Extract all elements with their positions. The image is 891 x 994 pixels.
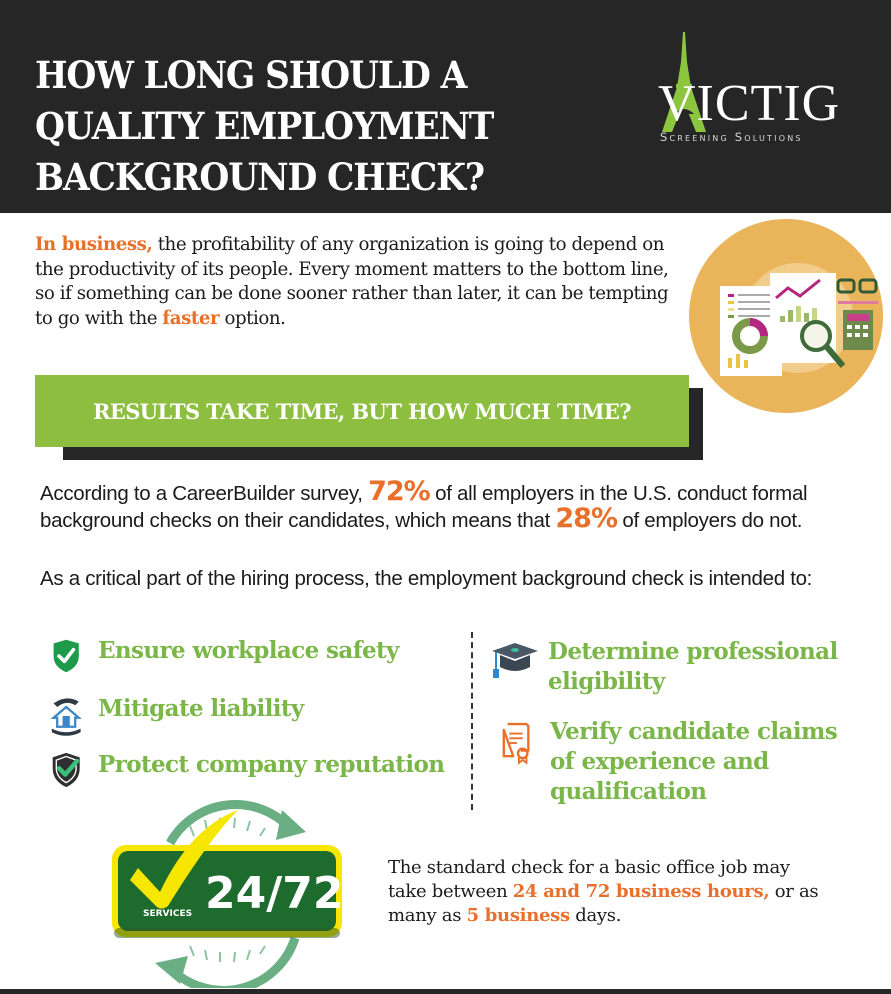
intro-text: the profitability of any organization is going to depend on the productivity of its people. Every moment matters to the bottom line, so if something can be done sooner rather than later, it can be tempting to go with the bbox=[35, 234, 669, 329]
goal-label-line: of experience and bbox=[550, 748, 769, 775]
goal-label: Protect company reputation bbox=[98, 751, 445, 778]
stat-28-percent: 28% bbox=[555, 502, 618, 534]
column-divider bbox=[471, 632, 473, 810]
services-24-72-badge-icon bbox=[110, 788, 350, 988]
intro-highlight: faster bbox=[162, 307, 220, 329]
goal-label-line: Determine professional bbox=[548, 638, 838, 665]
intro-paragraph bbox=[35, 233, 685, 331]
stat-72-percent: 72% bbox=[368, 476, 430, 507]
goal-label bbox=[550, 717, 837, 807]
house-hands-icon bbox=[50, 694, 86, 738]
standard-highlight-hours: 24 and 72 business hours, bbox=[512, 881, 770, 902]
page-title bbox=[35, 50, 556, 203]
goal-mitigate-liability bbox=[50, 694, 304, 738]
purpose-paragraph: As a critical part of the hiring process, the employment background check is intended to: bbox=[40, 567, 813, 590]
shield-check-icon bbox=[50, 636, 86, 676]
survey-text-end: of employers do not. bbox=[617, 508, 803, 532]
badge-number: 24/72 bbox=[205, 868, 344, 919]
standard-text: The standard check for a basic office job may take between bbox=[388, 857, 790, 902]
victig-logo bbox=[650, 30, 880, 150]
title-line-2: QUALITY EMPLOYMENT bbox=[35, 104, 494, 148]
analytics-illustration-icon bbox=[688, 218, 884, 414]
header-bar bbox=[0, 0, 891, 213]
goal-protect-reputation bbox=[50, 750, 444, 790]
title-line-3: BACKGROUND CHECK? bbox=[35, 155, 484, 199]
standard-text-mid: or as many as bbox=[388, 881, 819, 926]
standard-text-end: days. bbox=[569, 905, 622, 926]
goal-label: Mitigate liability bbox=[98, 695, 304, 722]
survey-text-mid: of all employers in the U.S. conduct formal background checks on their candidates, which means that bbox=[40, 482, 808, 532]
standard-check-paragraph bbox=[388, 856, 828, 928]
logo-wordmark: VICTIG bbox=[658, 75, 841, 132]
graduation-cap-icon bbox=[490, 637, 540, 681]
footer-bar bbox=[0, 989, 891, 994]
goal-professional-eligibility bbox=[490, 637, 838, 697]
survey-paragraph bbox=[40, 476, 870, 534]
goal-verify-claims bbox=[500, 717, 837, 807]
badge-label: SERVICES bbox=[143, 909, 193, 919]
goal-label-line: qualification bbox=[550, 778, 707, 805]
goal-workplace-safety bbox=[50, 636, 399, 676]
survey-text: According to a CareerBuilder survey, bbox=[40, 482, 369, 505]
goal-label bbox=[548, 637, 838, 697]
title-line-1: HOW LONG SHOULD A bbox=[35, 53, 467, 97]
certificate-icon bbox=[500, 721, 534, 765]
standard-highlight-days: 5 business bbox=[466, 905, 570, 926]
intro-text-end: option. bbox=[219, 307, 286, 329]
section-banner bbox=[35, 375, 689, 447]
goal-label-line: Verify candidate claims bbox=[550, 718, 838, 745]
dark-shield-check-icon bbox=[50, 750, 86, 790]
goal-label: Ensure workplace safety bbox=[98, 637, 399, 664]
goal-label-line: eligibility bbox=[548, 668, 665, 695]
intro-lead: In business, bbox=[35, 234, 153, 255]
logo-tagline: Screening Solutions bbox=[660, 130, 803, 144]
banner-heading: RESULTS TAKE TIME, BUT HOW MUCH TIME? bbox=[92, 398, 632, 424]
